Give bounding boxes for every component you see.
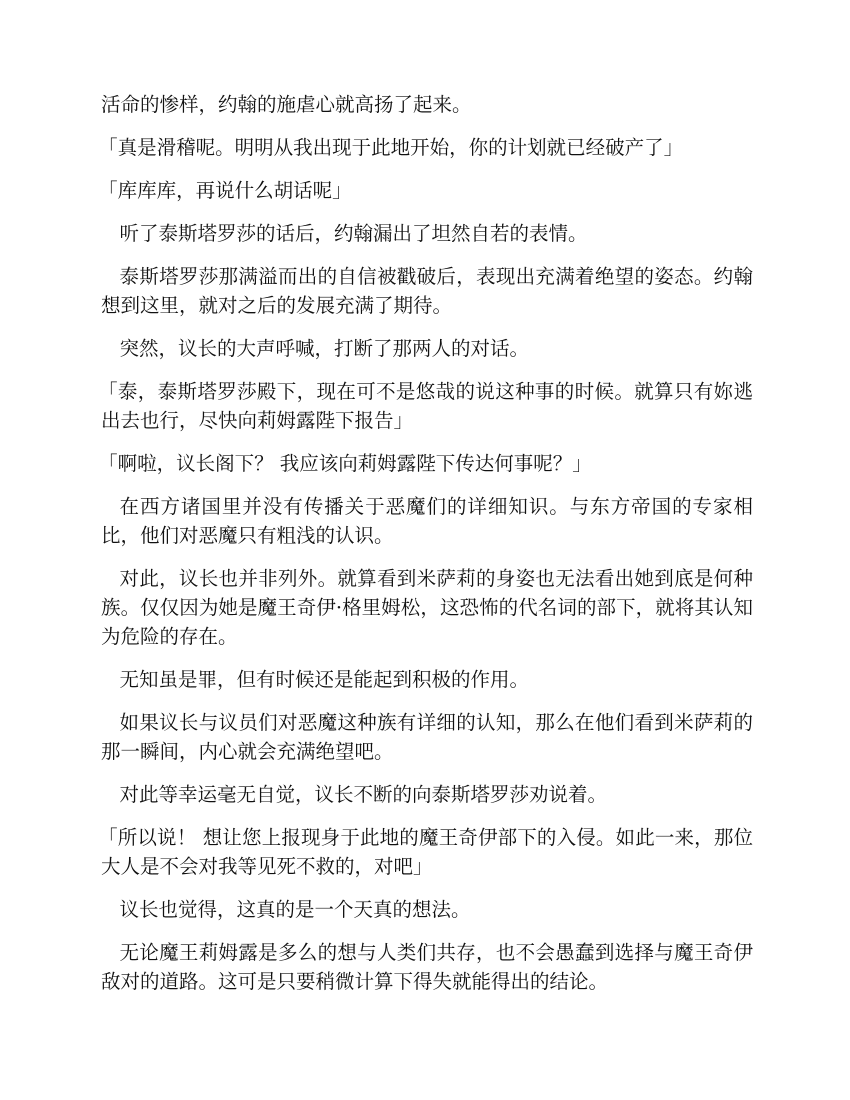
- paragraph-14: 「所以说！ 想让您上报现身于此地的魔王奇伊部下的入侵。如此一来，那位大人是不会对我等见死不救的，对吧」: [98, 826, 753, 878]
- paragraph-13: 对此等幸运毫无自觉，议长不断的向泰斯塔罗莎劝说着。: [119, 783, 608, 806]
- paragraph-11: 无知虽是罪，但有时候还是能起到积极的作用。: [119, 668, 530, 691]
- paragraph-12: 如果议长与议员们对恶魔这种族有详细的认知，那么在他们看到米萨莉的那一瞬间，内心就会充满绝望吧。: [101, 711, 753, 763]
- paragraph-3: 「库库库，再说什么胡话呢」: [98, 179, 352, 202]
- paragraph-4: 听了泰斯塔罗莎的话后，约翰漏出了坦然自若的表情。: [119, 222, 588, 245]
- paragraph-7: 「泰，泰斯塔罗莎殿下，现在可不是悠哉的说这种事的时候。就算只有妳逃出去也行，尽快向莉姆露陛下报告」: [98, 380, 753, 432]
- paragraph-2: 「真是滑稽呢。明明从我出现于此地开始，你的计划就已经破产了」: [98, 136, 684, 159]
- paragraph-8: 「啊啦，议长阁下？ 我应该向莉姆露陛下传达何事呢？」: [98, 452, 592, 475]
- paragraph-16: 无论魔王莉姆露是多么的想与人类们共存，也不会愚蠢到选择与魔王奇伊敌对的道路。这可是只要稍微计算下得失就能得出的结论。: [101, 941, 753, 993]
- paragraph-5: 泰斯塔罗莎那满溢而出的自信被戳破后，表现出充满着绝望的姿态。约翰想到这里，就对之后的发展充满了期待。: [101, 265, 753, 317]
- paragraph-10: 对此，议长也并非列外。就算看到米萨莉的身姿也无法看出她到底是何种族。仅仅因为她是魔王奇伊·格里姆松，这恐怖的代名词的部下，就将其认知为危险的存在。: [101, 567, 753, 648]
- paragraph-15: 议长也觉得，这真的是一个天真的想法。: [119, 898, 471, 921]
- paragraph-9: 在西方诸国里并没有传播关于恶魔们的详细知识。与东方帝国的专家相比，他们对恶魔只有粗浅的认识。: [101, 495, 753, 547]
- document-page: [98, 90, 753, 1010]
- paragraph-1: 活命的惨样，约翰的施虐心就高扬了起来。: [101, 93, 472, 116]
- paragraph-6: 突然，议长的大声呼喊，打断了那两人的对话。: [119, 337, 530, 360]
